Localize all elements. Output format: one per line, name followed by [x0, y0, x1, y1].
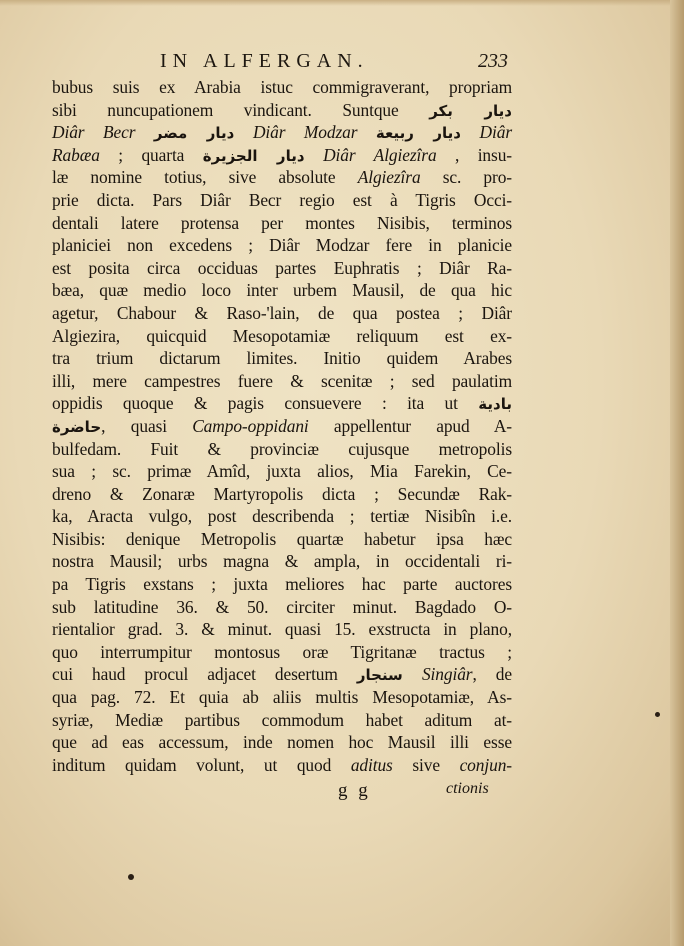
text-line	[52, 754, 512, 777]
text-line	[52, 438, 512, 461]
text-run: sub latitudine 36. & 50. circiter minut. Bagdado O-	[52, 596, 512, 617]
text-line	[52, 709, 512, 732]
ink-spot	[128, 874, 134, 880]
text-run: pa Tigris exstans ; juxta meliores hac parte auctores	[52, 574, 512, 595]
italic-text: Rabæa	[52, 144, 100, 165]
text-run: sibi nuncupationem vindicant. Suntque	[52, 99, 430, 120]
text-run: que ad eas accessum, inde nomen hoc Mausil illi esse	[52, 732, 512, 753]
text-line	[52, 663, 512, 686]
text-run: Algiezira, quicquid Mesopotamiæ reliquum est ex-	[52, 325, 512, 346]
text-run: læ nomine totius, sive absolute	[52, 167, 358, 188]
text-line	[52, 121, 512, 144]
text-run: est posita circa occiduas partes Euphratis ; Diâr Ra-	[52, 257, 512, 278]
text-run: appellentur apud A-	[308, 415, 512, 436]
italic-text: aditus	[350, 754, 393, 775]
text-run: dreno & Zonaræ Martyropolis dicta ; Secundæ Rak-	[52, 483, 512, 504]
catchword: ctionis	[446, 780, 489, 797]
text-line	[52, 641, 512, 664]
text-line	[52, 325, 512, 348]
text-line	[52, 99, 512, 122]
italic-text: Diâr Modzar	[234, 122, 376, 143]
ink-spot	[655, 712, 660, 717]
arabic-text: ديار مضر	[153, 124, 235, 143]
text-run: sc. pro-	[420, 167, 512, 188]
text-run: bubus suis ex Arabia istuc commigraverant, propriam	[52, 77, 512, 97]
text-line	[52, 550, 512, 573]
running-head-title: IN ALFERGAN.	[160, 50, 369, 72]
catchline	[0, 780, 684, 806]
arabic-text: سنجار	[356, 666, 403, 685]
text-run: quo interrumpitur montosus oræ Tigritanæ tractus ;	[52, 641, 512, 662]
text-line	[52, 257, 512, 280]
text-line	[52, 505, 512, 528]
text-line	[52, 166, 512, 189]
italic-text: Diâr	[460, 122, 512, 143]
text-line	[52, 573, 512, 596]
text-run: rientalior grad. 3. & minut. quasi 15. exstructa in plano,	[52, 619, 512, 640]
text-run: ka, Aracta vulgo, post describenda ; tertiæ Nisibîn i.e.	[52, 506, 512, 527]
text-run: tra trium dictarum limites. Initio quidem Arabes	[52, 348, 512, 369]
text-line	[52, 370, 512, 393]
text-line	[52, 528, 512, 551]
arabic-text: ديار الجزيرة	[202, 146, 305, 165]
text-line	[52, 144, 512, 167]
text-run: qua pag. 72. Et quia ab aliis multis Mesopotamiæ, As-	[52, 687, 512, 708]
text-run: inditum quidam volunt, ut quod	[52, 754, 351, 775]
text-line	[52, 392, 512, 415]
arabic-text: حاضرة	[52, 417, 102, 436]
italic-text: Diâr Algiezîra	[304, 144, 437, 165]
text-run: nostra Mausil; urbs magna & ampla, in occidentali ri-	[52, 551, 512, 572]
arabic-text: بادية	[478, 395, 512, 414]
text-line	[52, 596, 512, 619]
text-line	[52, 76, 512, 99]
italic-text: Campo-oppidani	[192, 415, 309, 436]
text-run: Nisibis: denique Metropolis quartæ habetur ipsa hæc	[52, 528, 512, 549]
text-run: cui haud procul adjacet desertum	[52, 664, 357, 685]
text-run: ; quarta	[99, 144, 203, 165]
text-run: sua ; sc. primæ Amîd, juxta alios, Mia Farekin, Ce-	[52, 461, 512, 482]
text-line	[52, 415, 512, 438]
text-line	[52, 189, 512, 212]
body-text	[52, 76, 512, 776]
italic-text: Diâr Becr	[52, 122, 154, 143]
text-line	[52, 483, 512, 506]
text-run: , de	[472, 664, 512, 685]
italic-text: conjun-	[459, 754, 512, 775]
italic-text: Singiâr	[402, 664, 473, 685]
text-run: planiciei non excedens ; Diâr Modzar fere in planicie	[52, 235, 512, 256]
text-line	[52, 279, 512, 302]
text-run: oppidis quoque & pagis consuevere : ita ut	[52, 393, 479, 414]
text-line	[52, 686, 512, 709]
signature-mark: g g	[338, 780, 371, 801]
text-run: syriæ, Mediæ partibus commodum habet aditum at-	[52, 709, 512, 730]
text-run: sive	[392, 754, 460, 775]
running-head	[0, 50, 684, 74]
text-line	[52, 731, 512, 754]
italic-text: Algiezîra	[357, 167, 421, 188]
page-top-shadow	[0, 0, 684, 6]
text-run: prie dicta. Pars Diâr Becr regio est à Tigris Occi-	[52, 189, 512, 210]
text-line	[52, 302, 512, 325]
text-run: bulfedam. Fuit & provinciæ cujusque metropolis	[52, 438, 512, 459]
text-line	[52, 618, 512, 641]
text-run: agetur, Chabour & Raso-'lain, de qua postea ; Diâr	[52, 302, 512, 323]
text-line	[52, 212, 512, 235]
text-run: , quasi	[101, 415, 193, 436]
text-run: illi, mere campestres fuere & scenitæ ; sed paulatim	[52, 370, 512, 391]
text-line	[52, 460, 512, 483]
page-number: 233	[478, 50, 508, 72]
text-run: bæa, quæ medio loco inter urbem Mausil, de qua hic	[52, 280, 512, 301]
arabic-text: ديار ربيعة	[375, 124, 461, 143]
arabic-text: ديار بكر	[429, 101, 512, 120]
text-run: , insu-	[436, 144, 512, 165]
text-line	[52, 347, 512, 370]
text-run: dentali latere protensa per montes Nisibis, terminos	[52, 212, 512, 233]
text-line	[52, 234, 512, 257]
